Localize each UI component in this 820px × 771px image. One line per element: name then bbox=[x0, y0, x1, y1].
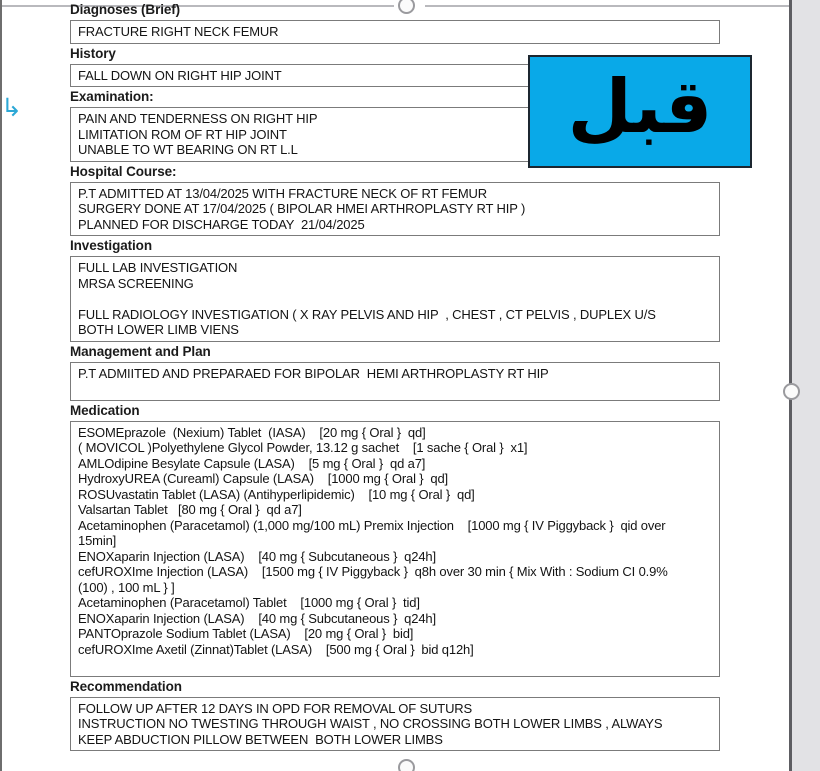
field-line: INSTRUCTION NO TWESTING THROUGH WAIST , NO CROSSING BOTH LOWER LIMBS , ALWAYS bbox=[78, 716, 663, 731]
field-box-recommendation[interactable] bbox=[70, 697, 720, 752]
section-label-history: History bbox=[70, 45, 116, 61]
arabic-stamp-text: قبل bbox=[567, 63, 713, 150]
field-line: FOLLOW UP AFTER 12 DAYS IN OPD FOR REMOVAL OF SUTURS bbox=[78, 700, 473, 716]
field-line: PLANNED FOR DISCHARGE TODAY 21/04/2025 bbox=[78, 216, 365, 232]
resize-handle-bottom[interactable] bbox=[398, 759, 415, 771]
medication-line: (100) , 100 mL } ] bbox=[78, 579, 175, 595]
field-line: LIMITATION ROM OF RT HIP JOINT bbox=[78, 126, 287, 142]
field-line-blank bbox=[78, 657, 719, 673]
field-line: SURGERY DONE AT 17/04/2025 ( BIPOLAR HMEI ARTHROPLASTY RT HIP ) bbox=[78, 201, 526, 216]
field-line: FULL LAB INVESTIGATION bbox=[78, 260, 238, 275]
medication-line: Acetaminophen (Paracetamol) (1,000 mg/100 mL) Premix Injection [1000 mg { IV Piggyback } qid over bbox=[78, 517, 666, 533]
field-line: UNABLE TO WT BEARING ON RT L.L bbox=[78, 142, 298, 157]
arabic-stamp-overlay[interactable] bbox=[528, 55, 752, 168]
field-line: MRSA SCREENING bbox=[78, 275, 194, 291]
field-line: P.T ADMITTED AT 13/04/2025 WITH FRACTURE NECK OF RT FEMUR bbox=[78, 185, 487, 201]
medication-line: ESOMEprazole (Nexium) Tablet (IASA) [20 mg { Oral } qd] bbox=[78, 424, 426, 440]
field-box-management-and-plan[interactable] bbox=[70, 362, 720, 401]
field-line-blank bbox=[78, 381, 719, 397]
section-label-diagnoses: Diagnoses (Brief) bbox=[70, 2, 181, 17]
field-line: BOTH LOWER LIMB VIENS bbox=[78, 322, 239, 337]
field-box-diagnoses[interactable] bbox=[70, 20, 720, 44]
medication-line: ENOXaparin Injection (LASA) [40 mg { Subcutaneous } q24h] bbox=[78, 610, 436, 626]
section-label-medication: Medication bbox=[70, 402, 140, 418]
field-line: KEEP ABDUCTION PILLOW BETWEEN BOTH LOWER LIMBS bbox=[78, 731, 443, 747]
medication-line: cefUROXIme Axetil (Zinnat)Tablet (LASA) [500 mg { Oral } bid q12h] bbox=[78, 641, 474, 657]
medication-line: HydroxyUREA (Cureaml) Capsule (LASA) [1000 mg { Oral } qd] bbox=[78, 471, 449, 486]
medication-line: 15min] bbox=[78, 533, 117, 548]
medication-line: Valsartan Tablet [80 mg { Oral } qd a7] bbox=[78, 502, 302, 517]
section-label-management-and-plan: Management and Plan bbox=[70, 343, 211, 359]
section-label-hospital-course: Hospital Course: bbox=[70, 163, 177, 179]
left-edge-marker-icon: ↳ bbox=[1, 93, 22, 122]
medication-line: PANTOprazole Sodium Tablet (LASA) [20 mg { Oral } bid] bbox=[78, 626, 414, 641]
field-line: FRACTURE RIGHT NECK FEMUR bbox=[78, 24, 279, 39]
field-box-investigation[interactable] bbox=[70, 256, 720, 342]
section-label-recommendation: Recommendation bbox=[70, 678, 182, 694]
medication-line: AMLOdipine Besylate Capsule (LASA) [5 mg { Oral } qd a7] bbox=[78, 455, 426, 471]
field-box-hospital-course[interactable] bbox=[70, 182, 720, 237]
field-line: FULL RADIOLOGY INVESTIGATION ( X RAY PELVIS AND HIP , CHEST , CT PELVIS , DUPLEX U/S bbox=[78, 306, 656, 322]
section-label-examination: Examination: bbox=[70, 89, 154, 104]
resize-handle-right[interactable] bbox=[783, 383, 800, 400]
medication-line: Acetaminophen (Paracetamol) Tablet [1000 mg { Oral } tid] bbox=[78, 595, 420, 610]
field-line: P.T ADMIITED AND PREPARAED FOR BIPOLAR HEMI ARTHROPLASTY RT HIP bbox=[78, 365, 549, 381]
field-line-blank bbox=[78, 291, 719, 307]
medication-line: ( MOVICOL )Polyethylene Glycol Powder, 13.12 g sachet [1 sache { Oral } x1] bbox=[78, 440, 528, 455]
field-line: PAIN AND TENDERNESS ON RIGHT HIP bbox=[78, 111, 318, 126]
medication-line: ROSUvastatin Tablet (LASA) (Antihyperlipidemic) [10 mg { Oral } qd] bbox=[78, 486, 475, 502]
field-box-medication[interactable] bbox=[70, 421, 720, 677]
medication-line: ENOXaparin Injection (LASA) [40 mg { Subcutaneous } q24h] bbox=[78, 548, 436, 564]
section-label-investigation: Investigation bbox=[70, 238, 152, 253]
field-line: FALL DOWN ON RIGHT HIP JOINT bbox=[78, 67, 282, 83]
medication-line: cefUROXIme Injection (LASA) [1500 mg { IV Piggyback } q8h over 30 min { Mix With : Sodium CI 0.9% bbox=[78, 564, 668, 579]
